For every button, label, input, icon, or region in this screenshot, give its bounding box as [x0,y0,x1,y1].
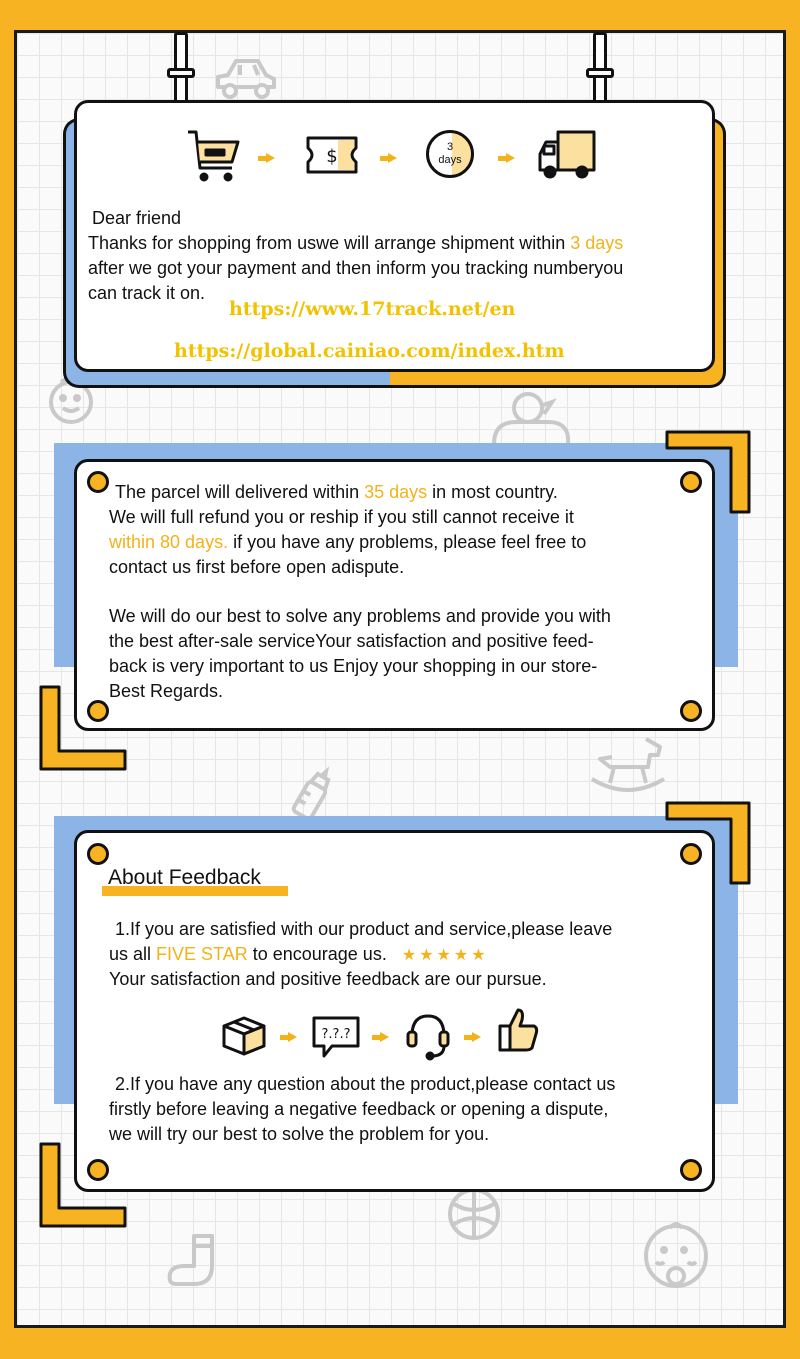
flow-arrow-6-icon [464,1032,482,1042]
box-icon [220,1014,268,1061]
question-bubble-icon [310,1014,362,1065]
sock-doodle-icon [166,1232,228,1288]
shipping-line-1-text: Thanks for shopping from uswe will arrange shipment within [88,233,571,253]
feedback-item1-line2-pre: us all [109,944,157,964]
delivery-line-1-pre: The parcel will delivered within [115,482,365,502]
delivery-line-3-post: if you have any problems, please feel free to [228,532,587,552]
delivery-35-days-highlight: 35 days [364,482,428,502]
card3-dot-br [680,1159,702,1181]
card3-dot-bl [87,1159,109,1181]
refund-80-days-highlight: within 80 days. [109,532,229,552]
shipping-days-highlight: 3 days [570,233,624,253]
flow-arrow-3-icon [498,153,516,163]
days-badge-icon [426,130,474,178]
delivery-line-2: We will full refund you or reship if you still cannot receive it [109,507,574,527]
service-line-4: Best Regards. [109,681,224,701]
thumbs-up-icon [496,1006,540,1059]
card2-dot-bl [87,700,109,722]
delivery-line-4: contact us first before open adispute. [109,557,405,577]
ball-doodle-icon [446,1186,502,1242]
five-stars-rating: ★★★★★ [401,947,489,964]
days-badge-number: 3 [446,141,454,153]
shipping-line-2: after we got your payment and then inform you tracking numberyou [88,258,624,278]
flow-arrow-1-icon [258,153,276,163]
feedback-item1-line2-post: to encourage us. [247,944,387,964]
feedback-item1-line2 [109,942,489,968]
svg-text:$: $ [326,146,338,167]
delivery-line-3 [109,530,586,555]
truck-icon [536,128,598,185]
card2-dot-tr [680,471,702,493]
duck-doodle-icon [488,388,574,446]
svg-text:?.?.?: ?.?.? [321,1027,351,1042]
days-badge-label: days [438,154,462,166]
shipping-line-1 [88,231,623,256]
greeting-text: Dear friend [92,208,182,228]
feedback-item2-line2: firstly before leaving a negative feedback or opening a dispute, [109,1099,609,1119]
tracking-link-cainiao[interactable]: https://global.cainiao.com/index.htm [174,340,565,362]
cart-icon [186,128,242,189]
delivery-line-1-post: in most country. [427,482,558,502]
service-line-2: the best after-sale serviceYour satisfaction and positive feed- [109,631,594,651]
flow-arrow-2-icon [380,153,398,163]
feedback-item1-line3: Your satisfaction and positive feedback are our pursue. [109,969,547,989]
baby-face-doodle-icon [636,1218,716,1298]
toy-car-doodle-icon [212,55,278,101]
flow-arrow-5-icon [372,1032,390,1042]
service-line-1: We will do our best to solve any problems and provide you with [109,606,611,626]
five-star-highlight: FIVE STAR [156,944,248,964]
feedback-item2-line3: we will try our best to solve the problem for you. [109,1124,490,1144]
feedback-item2-line1: 2.If you have any question about the product,please contact us [115,1074,616,1094]
shipping-line-3: can track it on. [88,283,206,303]
ticket-icon [304,134,360,181]
card2-dot-br [680,700,702,722]
flow-arrow-4-icon [280,1032,298,1042]
card3-dot-tr [680,843,702,865]
delivery-line-1 [115,480,558,505]
card2-dot-tl [87,471,109,493]
headset-icon [404,1010,452,1067]
left-hanger-clip [167,68,195,78]
tracking-link-17track[interactable]: https://www.17track.net/en [229,298,516,320]
feedback-heading-wrap [102,866,288,896]
card3-dot-tl [87,843,109,865]
rocking-horse-doodle-icon [588,733,668,801]
feedback-item1-line1: 1.If you are satisfied with our product and service,please leave [115,919,613,939]
service-line-3: back is very important to us Enjoy your shopping in our store- [109,656,598,676]
right-hanger-clip [586,68,614,78]
feedback-heading: About Feedback [108,866,261,889]
